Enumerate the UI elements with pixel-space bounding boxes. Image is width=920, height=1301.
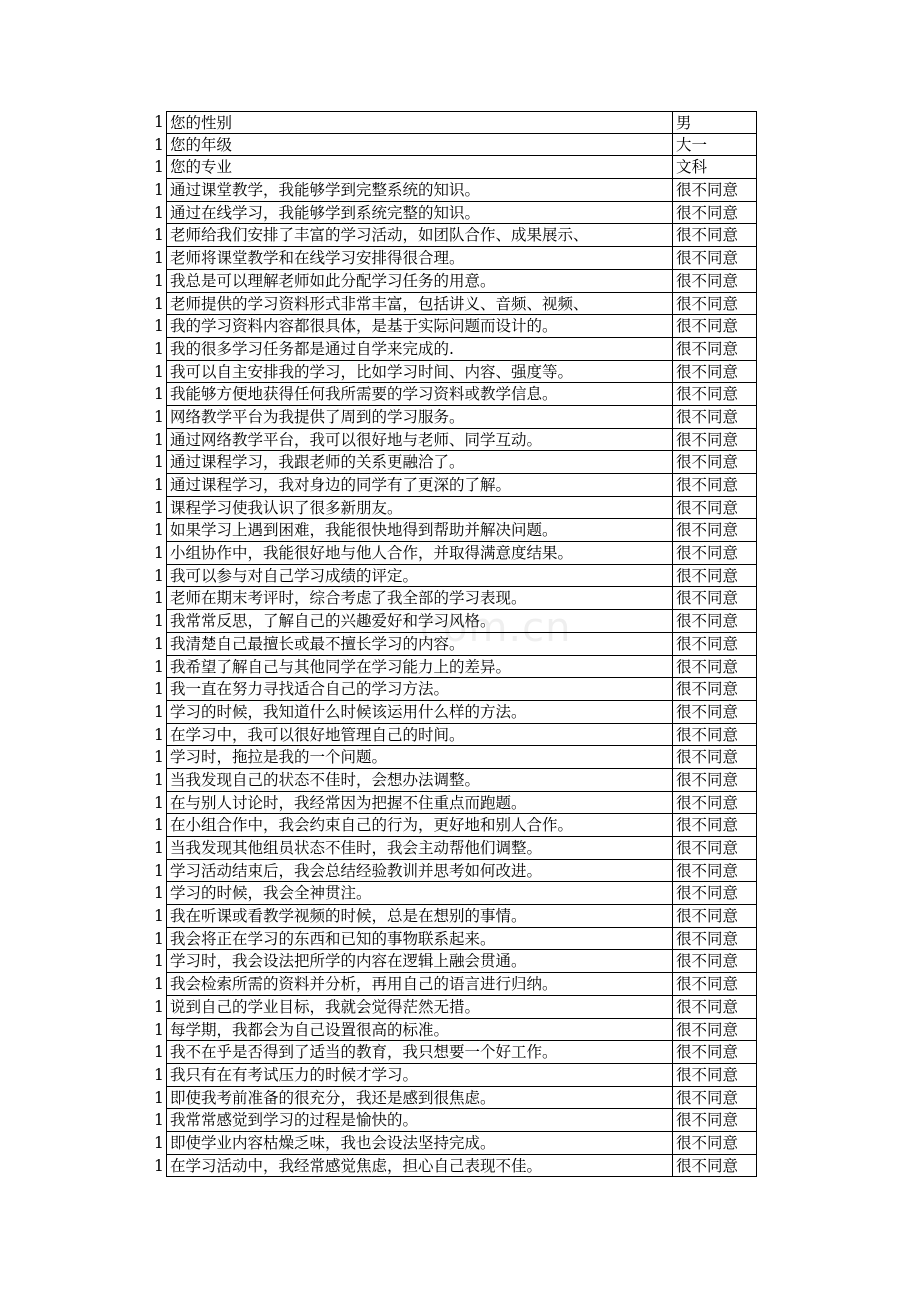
answer-cell: 很不同意 [672,497,757,520]
row-number: 1 [154,1156,164,1175]
question-cell: 在学习活动中，我经常感觉焦虑，担心自己表现不佳。 [166,1155,672,1178]
row-number: 1 [154,339,164,358]
question-cell: 老师提供的学习资料形式非常丰富，包括讲义、音频、视频、 [166,293,672,316]
question-cell: 我常常反思，了解自己的兴趣爱好和学习风格。 [166,610,672,633]
answer-cell: 很不同意 [672,474,757,497]
answer-cell: 很不同意 [672,224,757,247]
row-number: 1 [154,317,164,336]
row-number: 1 [154,181,164,200]
question-cell: 在小组合作中，我会约束自己的行为，更好地和别人合作。 [166,814,672,837]
question-cell: 即使我考前准备的很充分，我还是感到很焦虑。 [166,1087,672,1110]
table-row [154,1019,757,1042]
answer-cell: 很不同意 [672,519,757,542]
row-number: 1 [154,521,164,540]
table-row [154,179,757,202]
question-cell: 通过在线学习，我能够学到系统完整的知识。 [166,202,672,225]
row-number: 1 [154,135,164,154]
answer-cell: 很不同意 [672,406,757,429]
table-row [154,497,757,520]
answer-cell: 很不同意 [672,429,757,452]
question-cell: 我不在乎是否得到了适当的教育，我只想要一个好工作。 [166,1041,672,1064]
question-cell: 我的很多学习任务都是通过自学来完成的. [166,338,672,361]
table-row [154,247,757,270]
question-cell: 我的学习资料内容都很具体，是基于实际问题而设计的。 [166,315,672,338]
row-number: 1 [154,929,164,948]
table-row [154,451,757,474]
table-row [154,315,757,338]
table-row [154,928,757,951]
answer-cell: 很不同意 [672,1087,757,1110]
answer-cell: 很不同意 [672,792,757,815]
question-cell: 我只有在有考试压力的时候才学习。 [166,1064,672,1087]
answer-cell: 很不同意 [672,1041,757,1064]
answer-cell: 很不同意 [672,928,757,951]
question-cell: 我希望了解自己与其他同学在学习能力上的差异。 [166,656,672,679]
question-cell: 老师给我们安排了丰富的学习活动，如团队合作、成果展示、 [166,224,672,247]
row-number: 1 [154,113,164,131]
question-cell: 当我发现其他组员状态不佳时，我会主动帮他们调整。 [166,837,672,860]
table-row [154,837,757,860]
question-cell: 我总是可以理解老师如此分配学习任务的用意。 [166,270,672,293]
answer-cell: 很不同意 [672,179,757,202]
question-cell: 我会检索所需的资料并分析，再用自己的语言进行归纳。 [166,973,672,996]
row-number: 1 [154,453,164,472]
question-cell: 通过课程学习，我对身边的同学有了更深的了解。 [166,474,672,497]
table-row [154,792,757,815]
row-number: 1 [154,884,164,903]
question-cell: 我常常感觉到学习的过程是愉快的。 [166,1109,672,1132]
table-row [154,1155,757,1178]
question-cell: 当我发现自己的状态不佳时，会想办法调整。 [166,769,672,792]
table-row [154,542,757,565]
table-row [154,406,757,429]
table-row [154,361,757,384]
question-cell: 课程学习使我认识了很多新朋友。 [166,497,672,520]
row-number: 1 [154,907,164,926]
answer-cell: 很不同意 [672,247,757,270]
table-row [154,270,757,293]
answer-cell: 很不同意 [672,633,757,656]
answer-cell: 文科 [672,156,757,179]
question-cell: 学习活动结束后，我会总结经验教训并思考如何改进。 [166,860,672,883]
row-number: 1 [154,952,164,971]
row-number: 1 [154,1065,164,1084]
question-cell: 说到自己的学业目标，我就会觉得茫然无措。 [166,996,672,1019]
watermark-text: com.cn [420,605,572,651]
question-cell: 学习时，拖拉是我的一个问题。 [166,746,672,769]
table-row [154,769,757,792]
answer-cell: 很不同意 [672,1019,757,1042]
question-cell: 通过网络教学平台，我可以很好地与老师、同学互动。 [166,429,672,452]
answer-cell: 很不同意 [672,724,757,747]
answer-cell: 很不同意 [672,610,757,633]
row-number: 1 [154,1111,164,1130]
question-cell: 通过课堂教学，我能够学到完整系统的知识。 [166,179,672,202]
table-row [154,860,757,883]
table-row [154,973,757,996]
row-number: 1 [154,725,164,744]
question-cell: 我一直在努力寻找适合自己的学习方法。 [166,678,672,701]
question-cell: 学习的时候，我会全神贯注。 [166,882,672,905]
row-number: 1 [154,612,164,631]
row-number: 1 [154,430,164,449]
table-row [154,202,757,225]
answer-cell: 很不同意 [672,746,757,769]
answer-cell: 很不同意 [672,361,757,384]
question-cell: 通过课程学习，我跟老师的关系更融洽了。 [166,451,672,474]
table-row [154,950,757,973]
answer-cell: 很不同意 [672,769,757,792]
row-number: 1 [154,476,164,494]
answer-cell: 很不同意 [672,882,757,905]
row-number: 1 [154,544,164,563]
answer-cell: 很不同意 [672,860,757,883]
answer-cell: 很不同意 [672,837,757,860]
table-row [154,565,757,588]
question-cell: 学习时，我会设法把所学的内容在逻辑上融会贯通。 [166,950,672,973]
row-number: 1 [154,793,164,812]
question-cell: 您的专业 [166,156,672,179]
answer-cell: 很不同意 [672,996,757,1019]
row-number: 1 [154,589,164,608]
table-row [154,474,757,497]
row-number: 1 [154,816,164,835]
table-row [154,383,757,406]
question-cell: 我会将正在学习的东西和已知的事物联系起来。 [166,928,672,951]
row-number: 1 [154,1088,164,1107]
table-row [154,338,757,361]
table-row [154,1087,757,1110]
row-number: 1 [154,975,164,994]
row-number: 1 [154,249,164,268]
question-cell: 您的性别 [166,111,672,134]
row-number: 1 [154,385,164,404]
row-number: 1 [154,158,164,177]
question-cell: 在与别人讨论时，我经常因为把握不住重点而跑题。 [166,792,672,815]
table-row [154,134,757,157]
row-number: 1 [154,498,164,517]
answer-cell: 很不同意 [672,701,757,724]
row-number: 1 [154,770,164,789]
row-number: 1 [154,861,164,880]
row-number: 1 [154,1133,164,1152]
table-row [154,678,757,701]
table-row [154,882,757,905]
question-cell: 学习的时候，我知道什么时候该运用什么样的方法。 [166,701,672,724]
question-cell: 小组协作中，我能很好地与他人合作，并取得满意度结果。 [166,542,672,565]
table-row [154,1109,757,1132]
table-row [154,996,757,1019]
table-row [154,111,757,134]
answer-cell: 很不同意 [672,451,757,474]
answer-cell: 很不同意 [672,383,757,406]
question-cell: 如果学习上遇到困难，我能很快地得到帮助并解决问题。 [166,519,672,542]
question-cell: 我可以自主安排我的学习，比如学习时间、内容、强度等。 [166,361,672,384]
answer-cell: 大一 [672,134,757,157]
answer-cell: 很不同意 [672,678,757,701]
row-number: 1 [154,294,164,313]
answer-cell: 很不同意 [672,587,757,610]
table-row [154,701,757,724]
row-number: 1 [154,1020,164,1039]
table-row [154,905,757,928]
answer-cell: 很不同意 [672,293,757,316]
answer-cell: 很不同意 [672,270,757,293]
answer-cell: 很不同意 [672,905,757,928]
table-row [154,724,757,747]
table-row [154,656,757,679]
answer-cell: 很不同意 [672,656,757,679]
row-number: 1 [154,226,164,245]
question-cell: 网络教学平台为我提供了周到的学习服务。 [166,406,672,429]
answer-cell: 很不同意 [672,814,757,837]
question-cell: 我能够方便地获得任何我所需要的学习资料或教学信息。 [166,383,672,406]
row-number: 1 [154,748,164,767]
answer-cell: 很不同意 [672,1064,757,1087]
question-cell: 我可以参与对自己学习成绩的评定。 [166,565,672,588]
answer-cell: 很不同意 [672,973,757,996]
answer-cell: 很不同意 [672,315,757,338]
table-row [154,746,757,769]
question-cell: 我在听课或看教学视频的时候，总是在想别的事情。 [166,905,672,928]
answer-cell: 很不同意 [672,1155,757,1178]
answer-cell: 很不同意 [672,542,757,565]
table-row [154,519,757,542]
row-number: 1 [154,839,164,857]
answer-cell: 很不同意 [672,565,757,588]
question-cell: 即使学业内容枯燥乏味，我也会设法坚持完成。 [166,1132,672,1155]
answer-cell: 男 [672,111,757,134]
table-row [154,156,757,179]
row-number: 1 [154,680,164,699]
question-cell: 老师在期末考评时，综合考虑了我全部的学习表现。 [166,587,672,610]
answer-cell: 很不同意 [672,950,757,973]
table-row [154,1132,757,1155]
table-row [154,429,757,452]
answer-cell: 很不同意 [672,1109,757,1132]
answer-cell: 很不同意 [672,338,757,361]
row-number: 1 [154,1043,164,1062]
row-number: 1 [154,566,164,585]
question-cell: 在学习中，我可以很好地管理自己的时间。 [166,724,672,747]
answer-cell: 很不同意 [672,202,757,225]
row-number: 1 [154,657,164,676]
question-cell: 每学期，我都会为自己设置很高的标准。 [166,1019,672,1042]
row-number: 1 [154,407,164,426]
table-row [154,293,757,316]
answer-cell: 很不同意 [672,1132,757,1155]
row-number: 1 [154,362,164,381]
table-row [154,1041,757,1064]
question-cell: 老师将课堂教学和在线学习安排得很合理。 [166,247,672,270]
row-number: 1 [154,702,164,721]
table-row [154,224,757,247]
row-number: 1 [154,203,164,222]
table-row [154,1064,757,1087]
row-number: 1 [154,271,164,290]
table-row [154,814,757,837]
row-number: 1 [154,634,164,653]
question-cell: 您的年级 [166,134,672,157]
row-number: 1 [154,997,164,1016]
question-cell: 我清楚自己最擅长或最不擅长学习的内容。 [166,633,672,656]
